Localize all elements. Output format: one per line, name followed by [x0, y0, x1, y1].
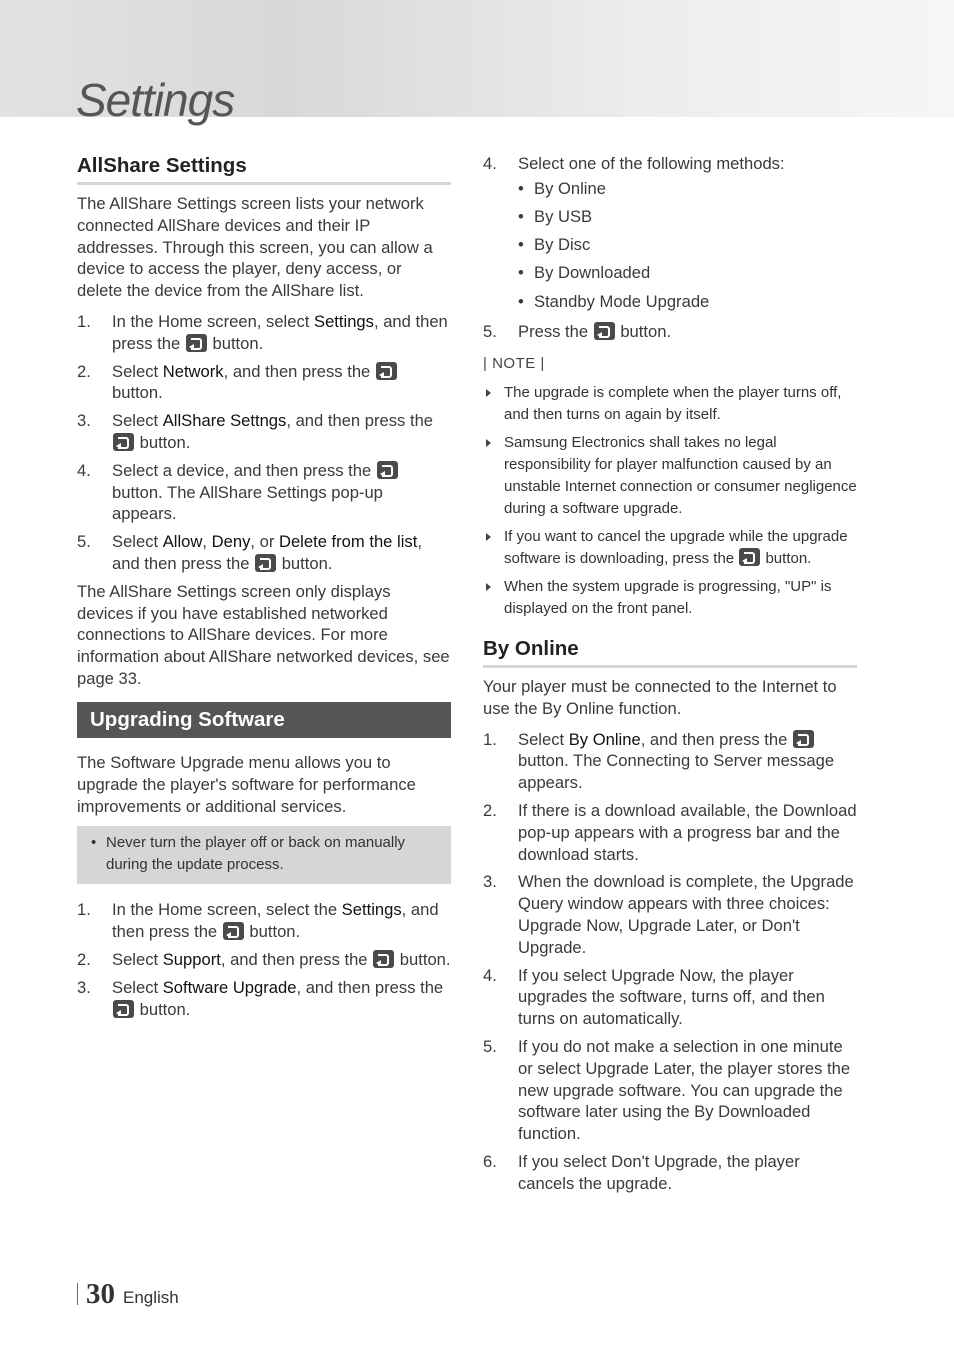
- enter-button-icon: [793, 730, 814, 748]
- warning-text: • Never turn the player off or back on manually during the update process.: [91, 832, 439, 876]
- list-item: 2. Select Support, and then press the button.: [77, 949, 451, 969]
- list-item: 5. Select Allow, Deny, or Delete from the list, and then press the button.: [77, 532, 422, 573]
- enter-button-icon: [377, 461, 398, 479]
- enter-button-icon: [373, 950, 394, 968]
- enter-button-icon: [113, 1000, 134, 1018]
- allshare-intro: The AllShare Settings screen lists your network connected AllShare devices and their IP addresses. Through this screen, you can allow a device to access the player, deny access, or delete the device from the AllShare list.: [77, 194, 433, 301]
- footer-divider: [77, 1283, 78, 1305]
- method-option: • Standby Mode Upgrade: [518, 288, 857, 316]
- page-number: 30: [86, 1278, 115, 1310]
- note-item: When the system upgrade is progressing, "UP" is displayed on the front panel.: [483, 576, 857, 620]
- list-item: 1. In the Home screen, select Settings, and then press the button.: [77, 311, 448, 353]
- enter-button-icon: [594, 322, 615, 340]
- method-option: • By Online: [518, 175, 857, 203]
- methods-steps: [483, 153, 857, 175]
- upgrading-section: [77, 702, 451, 1026]
- list-item: 4. Select a device, and then press the button. The AllShare Settings pop-up appears.: [77, 460, 451, 525]
- allshare-steps: [77, 311, 451, 575]
- allshare-heading: AllShare Settings: [77, 153, 451, 185]
- list-item: 1. In the Home screen, select the Settings, and then press the button.: [77, 900, 439, 942]
- upgrading-banner: Upgrading Software: [77, 702, 451, 738]
- enter-button-icon: [113, 433, 134, 451]
- note-item: Samsung Electronics shall takes no legal responsibility for player malfunction caused by an unstable Internet connection or consumer negligence during a software upgrade.: [483, 432, 857, 520]
- enter-button-icon: [255, 554, 276, 572]
- by-online-steps: [483, 729, 857, 1195]
- note-block: [483, 353, 857, 626]
- list-item: 2. Select Network, and then press the button.: [77, 361, 451, 405]
- method-option: • By Downloaded: [518, 259, 857, 287]
- chapter-title: Settings: [76, 74, 235, 126]
- method-option: • By Disc: [518, 231, 857, 259]
- footer-language: English: [123, 1288, 179, 1307]
- enter-button-icon: [739, 548, 760, 566]
- note-label: | NOTE |: [483, 355, 545, 372]
- note-list: [483, 382, 857, 620]
- enter-button-icon: [376, 362, 397, 380]
- list-item: 4. If you select Upgrade Now, the player upgrades the software, turns off, and then turns on automatically.: [483, 965, 825, 1029]
- allshare-section: [77, 153, 451, 690]
- methods-steps-2: [483, 321, 857, 343]
- list-item: 6. If you select Don't Upgrade, the player cancels the upgrade.: [483, 1151, 800, 1193]
- enter-button-icon: [186, 334, 207, 352]
- list-item: 1. Select By Online, and then press the button. The Connecting to Server message appears.: [483, 729, 835, 793]
- note-item: If you want to cancel the upgrade while the upgrade software is downloading, press the button.: [483, 526, 857, 570]
- warning-box: [77, 826, 451, 884]
- list-item: 3. When the download is complete, the Upgrade Query window appears with three choices: Upgrade Now, Upgrade Later, or Don't Upgrade.: [483, 872, 854, 957]
- upgrading-intro: The Software Upgrade menu allows you to upgrade the player's software for performance improvements or additional services.: [77, 753, 416, 816]
- method-options: [483, 175, 857, 316]
- by-online-heading: By Online: [483, 636, 857, 668]
- methods-block: [483, 153, 857, 349]
- upgrading-steps: [77, 899, 451, 1020]
- enter-button-icon: [223, 922, 244, 940]
- by-online-intro: Your player must be connected to the Internet to use the By Online function.: [483, 677, 837, 718]
- note-item: The upgrade is complete when the player turns off, and then turns on again by itself.: [483, 382, 857, 426]
- page-footer: [77, 1278, 179, 1315]
- allshare-outro: The AllShare Settings screen only displays devices if you have established networked connections to AllShare devices. For more information about AllShare networked devices, see page 33.: [77, 581, 450, 688]
- list-item: 5. If you do not make a selection in one minute or select Upgrade Later, the player stores the new upgrade software. You can upgrade the software later using the By Downloaded function.: [483, 1036, 851, 1144]
- list-item: 4. Select one of the following methods:: [483, 154, 785, 173]
- list-item: 3. Select Software Upgrade, and then press the button.: [77, 977, 444, 1019]
- list-item: 2. If there is a download available, the Download pop-up appears with a progress bar and the download starts.: [483, 800, 857, 864]
- list-item: 3. Select AllShare Settngs, and then press the button.: [77, 411, 434, 452]
- method-option: • By USB: [518, 203, 857, 231]
- list-item: 5. Press the button.: [483, 321, 672, 341]
- by-online-section: [483, 636, 857, 1201]
